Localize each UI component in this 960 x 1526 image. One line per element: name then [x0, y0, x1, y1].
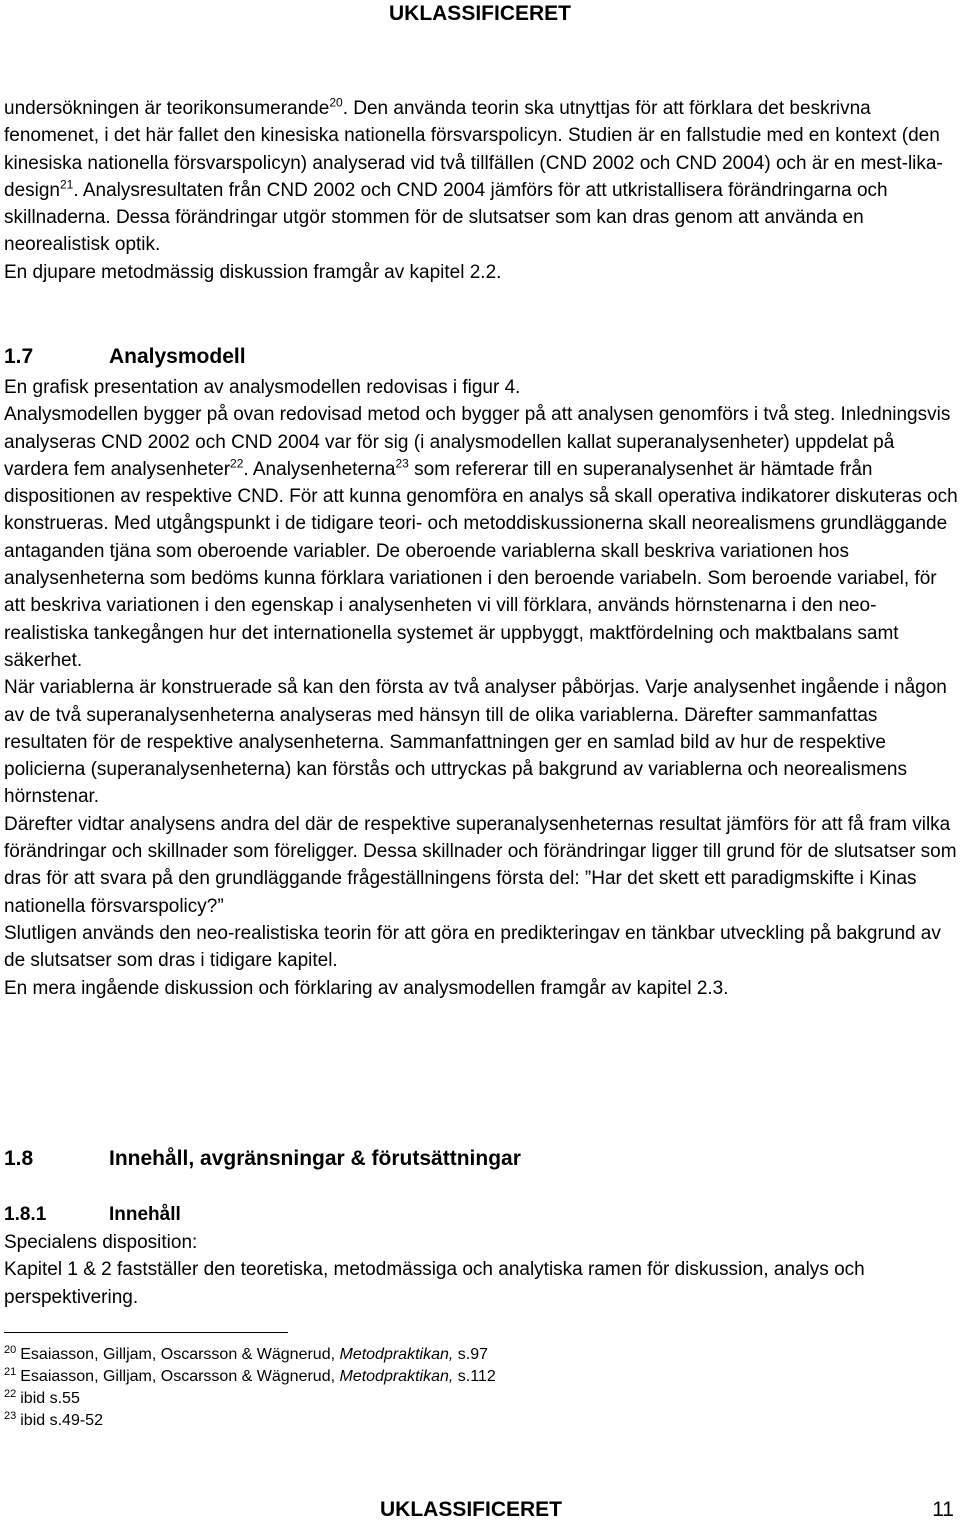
section-number: 1.8	[4, 1147, 34, 1170]
footnote-separator	[4, 1332, 288, 1333]
footnote-20	[4, 1344, 904, 1366]
footnote-page: s.97	[453, 1346, 489, 1363]
footnote-title: Metodpraktikan,	[339, 1368, 454, 1385]
footer-classification: UKLASSIFICERET	[380, 1498, 563, 1521]
section-1-7-body	[4, 374, 958, 1002]
page-header-classification: UKLASSIFICERET	[388, 2, 571, 25]
intro-text-a: undersökningen är teorikonsumerande	[4, 98, 330, 119]
footnotes	[4, 1344, 904, 1432]
s17-paragraph-5: Slutligen används den neo-realistiska teorin för att göra en predikteringav en tänkbar utveckling på bakgrund av de slutsatser som dras i tidigare kapitel.	[4, 922, 941, 972]
footnote-ref-21[interactable]: 21	[60, 177, 74, 192]
section-1-7-heading	[4, 343, 246, 371]
section-title: Analysmodell	[109, 345, 246, 368]
s17-paragraph-1: En grafisk presentation av analysmodellen redovisas i figur 4.	[4, 377, 521, 398]
intro-paragraph-2: En djupare metodmässig diskussion framgår av kapitel 2.2.	[4, 261, 502, 283]
s17-paragraph-3: När variablerna är konstruerade så kan den första av två analyser påbörjas. Varje analysenhet ingående i någon av de två superanalysenheterna analyseras med hänsyn till de olika variablerna. Därefter sammanfattas resultaten för de respektive analysenheterna. Sammanfattningen ger en samlad bild av hur de respektive policierna (superanalysenheterna) kan förstås och uttryckas på bakgrund av variablerna och neorealismens hörnstenar.	[4, 677, 947, 808]
section-title: Innehåll	[109, 1204, 181, 1225]
s17-text-b: . Analysenheterna	[243, 458, 396, 480]
footnote-number: 22	[4, 1387, 17, 1400]
intro-text	[4, 95, 958, 286]
s17-paragraph-2	[4, 401, 958, 674]
page-number: 11	[932, 1498, 954, 1521]
footnote-text: Esaiasson, Gilljam, Oscarsson & Wägnerud,	[20, 1368, 340, 1385]
footnote-title: Metodpraktikan,	[339, 1346, 454, 1363]
footnote-21	[4, 1366, 904, 1388]
intro-paragraph-1	[4, 95, 958, 259]
s17-text-a: Analysmodellen bygger på ovan redovisad metod och bygger på att analysen genomförs i två steg. Inledningsvis analyseras CND 2002 och CND 2004 var för sig (i analysmodellen kallat superanalysenheter) uppdelat på vardera fem analysenheter	[4, 404, 951, 480]
footnote-text: ibid s.49-52	[20, 1412, 103, 1429]
footnote-ref-20[interactable]: 20	[329, 95, 343, 110]
footnote-page: s.112	[453, 1368, 496, 1385]
footnote-22	[4, 1388, 904, 1410]
footnote-number: 20	[4, 1343, 17, 1356]
s181-paragraph-2: Kapitel 1 & 2 fastställer den teoretiska, metodmässiga och analytiska ramen för diskussion, analys och perspektivering.	[4, 1259, 865, 1308]
section-1-8-1-heading	[4, 1202, 181, 1228]
section-1-8-heading	[4, 1145, 521, 1173]
footnote-text: Esaiasson, Gilljam, Oscarsson & Wägnerud,	[20, 1346, 340, 1363]
s17-paragraph-4: Därefter vidtar analysens andra del där de respektive superanalysenheternas resultat jämförs för att få fram vilka förändringar och skillnader som föreligger. Dessa skillnader och förändringar ligger till grund för de slutsatser som dras för att svara på den grundläggande frågeställningens första del: ”Har det skett ett paradigmskifte i Kinas nationella försvarspolicy?”	[4, 813, 957, 917]
intro-text-c: . Analysresultaten från CND 2002 och CND 2004 jämförs för att utkristallisera förändringarna och skillnaderna. Dessa förändringar utgör stommen för de slutsatser som kan dras genom att använda en neorealistisk optik.	[4, 179, 888, 256]
s17-text-c: som refererar till en superanalysenhet är hämtade från dispositionen av respektive CND. För att kunna genomföra en analys så skall operativa indikatorer diskuteras och konstrueras. Med utgångspunkt i de tidigare teori- och metoddiskussionerna skall neorealismens grundläggande antaganden tjäna som oberoende variabler. De oberoende variablerna skall beskriva variationen hos analysenheterna som bedöms kunna förklara variationen i den beroende variabeln. Som beroende variabel, för att beskriva variationen i den egenskap i analysenheten vi vill förklara, används hörnstenarna i den neo-realistiska tankegången hur det internationella systemet är uppbyggt, maktfördelning och maktbalans samt säkerhet.	[4, 458, 958, 671]
section-number: 1.8.1	[4, 1204, 47, 1225]
footnote-23	[4, 1410, 904, 1432]
section-title: Innehåll, avgränsningar & förutsättningar	[109, 1147, 521, 1170]
section-number: 1.7	[4, 345, 34, 368]
s17-paragraph-6: En mera ingående diskussion och förklaring av analysmodellen framgår av kapitel 2.3.	[4, 977, 729, 999]
intro-text-b: . Den använda teorin ska utnyttjas för att förklara det beskrivna fenomenet, i det här fallet den kinesiska nationella försvarspolicyn. Studien är en fallstudie med en kontext (den kinesiska nationella försvarspolicyn) analyserad vid två tillfällen (CND 2002 och CND 2004) och är en mest-lika-design	[4, 98, 943, 201]
footnote-ref-22[interactable]: 22	[230, 456, 244, 471]
page-footer	[0, 1496, 960, 1524]
footnote-number: 23	[4, 1409, 17, 1422]
section-1-8-1-body	[4, 1229, 958, 1311]
footnote-ref-23[interactable]: 23	[395, 456, 409, 471]
footnote-text: ibid s.55	[20, 1390, 80, 1407]
footnote-number: 21	[4, 1365, 17, 1378]
s181-paragraph-1: Specialens disposition:	[4, 1232, 198, 1253]
